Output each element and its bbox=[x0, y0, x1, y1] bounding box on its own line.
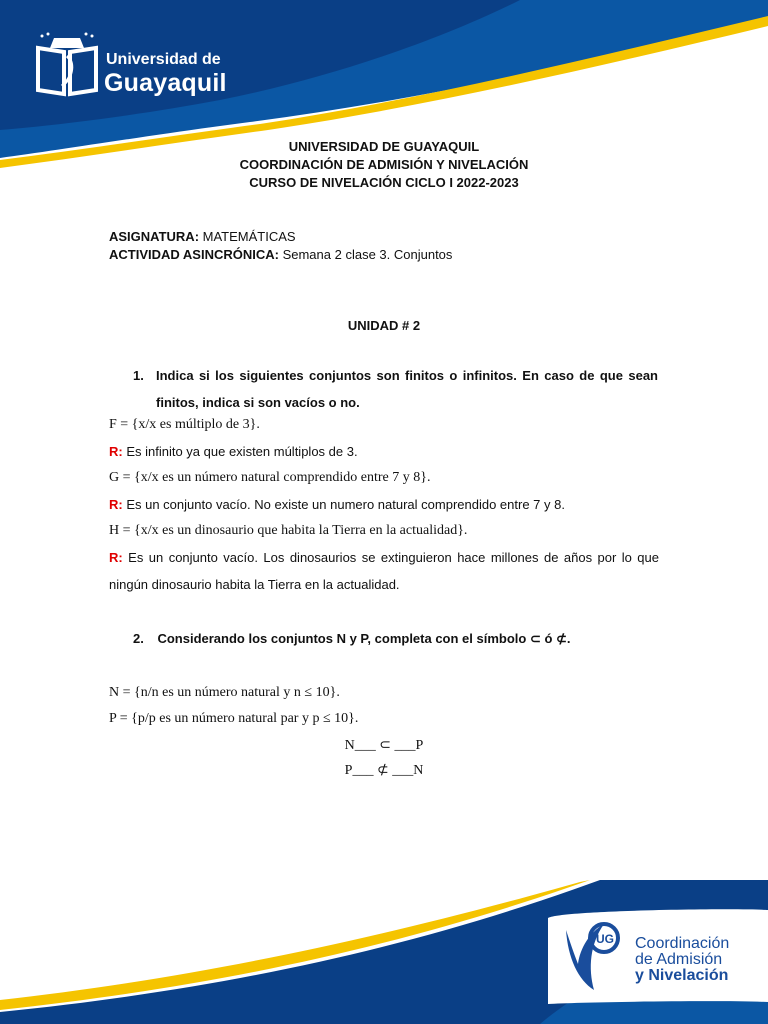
question-1-text: Indica si los siguientes conjuntos son finitos o infinitos. En caso de que sean finitos, indica si son vacíos o no. bbox=[156, 368, 658, 410]
answer-g bbox=[109, 496, 565, 514]
question-2-number: 2. bbox=[133, 631, 144, 646]
university-logo bbox=[34, 30, 244, 98]
answer-f-label: R: bbox=[109, 444, 123, 459]
relation-1: N___ ⊂ ___P bbox=[344, 738, 424, 753]
answer-h bbox=[109, 544, 659, 598]
answer-h-label: R: bbox=[109, 550, 123, 565]
question-1 bbox=[133, 362, 658, 416]
footer-logo-line2: de Admisión bbox=[635, 951, 723, 968]
university-crest-icon bbox=[34, 30, 100, 98]
unit-title: UNIDAD # 2 bbox=[347, 318, 421, 333]
answer-g-label: R: bbox=[109, 497, 123, 512]
answer-f-text: Es infinito ya que existen múltiplos de 3. bbox=[122, 444, 358, 459]
set-h: H = {x/x es un dinosaurio que habita la Tierra en la actualidad}. bbox=[109, 523, 468, 538]
logo-text-line1: Universidad de bbox=[106, 51, 221, 68]
subject-label: ASIGNATURA: bbox=[109, 229, 200, 244]
question-2 bbox=[133, 630, 571, 648]
subject-row bbox=[109, 228, 452, 246]
answer-f bbox=[109, 443, 358, 461]
set-g: G = {x/x es un número natural comprendido entre 7 y 8}. bbox=[109, 470, 431, 485]
question-1-number: 1. bbox=[133, 368, 144, 383]
relation-2: P___ ⊄ ___N bbox=[344, 763, 424, 778]
header-university: UNIVERSIDAD DE GUAYAQUIL bbox=[288, 139, 480, 154]
question-2-text: Considerando los conjuntos N y P, completa con el símbolo ⊂ ó ⊄. bbox=[157, 631, 571, 646]
set-n: N = {n/n es un número natural y n ≤ 10}. bbox=[109, 685, 340, 700]
answer-g-text: Es un conjunto vacío. No existe un numero natural comprendido entre 7 y 8. bbox=[122, 497, 565, 512]
header-course: CURSO DE NIVELACIÓN CICLO I 2022-2023 bbox=[249, 175, 519, 190]
course-info bbox=[109, 228, 452, 264]
document-header bbox=[0, 138, 768, 192]
activity-label: ACTIVIDAD ASINCRÓNICA: bbox=[109, 247, 279, 262]
set-p: P = {p/p es un número natural par y p ≤ 10}. bbox=[109, 711, 359, 726]
subject-value: MATEMÁTICAS bbox=[199, 229, 296, 244]
ug-check-emblem-icon bbox=[560, 918, 632, 994]
activity-row bbox=[109, 246, 452, 264]
activity-value: Semana 2 clase 3. Conjuntos bbox=[278, 247, 453, 262]
set-f: F = {x/x es múltiplo de 3}. bbox=[109, 417, 260, 432]
footer-logo-line1: Coordinación bbox=[635, 935, 730, 952]
header-coordination: COORDINACIÓN DE ADMISIÓN Y NIVELACIÓN bbox=[239, 157, 529, 172]
footer-logo-line3: y Nivelación bbox=[635, 967, 729, 984]
svg-text:UG: UG bbox=[596, 932, 614, 946]
logo-text-line2: Guayaquil bbox=[104, 69, 227, 97]
answer-h-text: Es un conjunto vacío. Los dinosaurios se extinguieron hace millones de años por lo que ningún dinosaurio habita la Tierra en la actualidad. bbox=[109, 550, 659, 592]
footer-logo bbox=[560, 916, 760, 996]
